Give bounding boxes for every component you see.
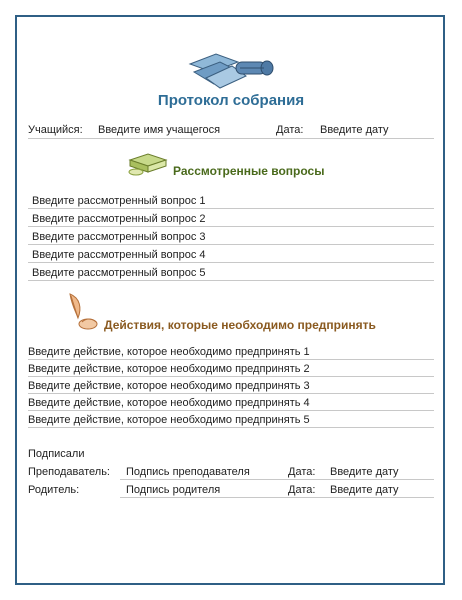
action-field-5[interactable]: Введите действие, которое необходимо предпринять 5 bbox=[28, 414, 310, 426]
issue-line-4 bbox=[28, 262, 434, 263]
action-field-4[interactable]: Введите действие, которое необходимо предпринять 4 bbox=[28, 397, 310, 409]
teacher-label: Преподаватель: bbox=[28, 466, 110, 478]
issue-line-5 bbox=[28, 280, 434, 281]
parent-date-label: Дата: bbox=[288, 484, 316, 496]
papers-clipart-icon bbox=[186, 50, 278, 90]
issue-field-4[interactable]: Введите рассмотренный вопрос 4 bbox=[32, 249, 206, 261]
issue-line-2 bbox=[28, 226, 434, 227]
teacher-date-label: Дата: bbox=[288, 466, 316, 478]
action-line-2 bbox=[28, 376, 434, 377]
action-line-1 bbox=[28, 359, 434, 360]
student-date-label: Дата: bbox=[276, 124, 304, 136]
issue-field-5[interactable]: Введите рассмотренный вопрос 5 bbox=[32, 267, 206, 279]
issues-heading: Рассмотренные вопросы bbox=[173, 164, 325, 178]
student-label: Учащийся: bbox=[28, 124, 83, 136]
issue-field-3[interactable]: Введите рассмотренный вопрос 3 bbox=[32, 231, 206, 243]
student-row-line bbox=[28, 138, 434, 139]
action-field-2[interactable]: Введите действие, которое необходимо предпринять 2 bbox=[28, 363, 310, 375]
student-date-field[interactable]: Введите дату bbox=[320, 124, 389, 136]
teacher-row-line bbox=[120, 479, 434, 480]
parent-label: Родитель: bbox=[28, 484, 80, 496]
action-line-4 bbox=[28, 410, 434, 411]
parent-date-field[interactable]: Введите дату bbox=[330, 484, 399, 496]
action-field-1[interactable]: Введите действие, которое необходимо предпринять 1 bbox=[28, 346, 310, 358]
action-line-5 bbox=[28, 427, 434, 428]
teacher-date-field[interactable]: Введите дату bbox=[330, 466, 399, 478]
action-line-3 bbox=[28, 393, 434, 394]
teacher-signature-field[interactable]: Подпись преподавателя bbox=[126, 466, 250, 478]
parent-row-line bbox=[120, 497, 434, 498]
issue-line-3 bbox=[28, 244, 434, 245]
signatures-heading: Подписали bbox=[28, 448, 85, 460]
parent-signature-field[interactable]: Подпись родителя bbox=[126, 484, 221, 496]
books-clipart-icon bbox=[126, 150, 170, 176]
issue-line-1 bbox=[28, 208, 434, 209]
issue-field-2[interactable]: Введите рассмотренный вопрос 2 bbox=[32, 213, 206, 225]
quill-pen-clipart-icon bbox=[64, 292, 104, 332]
issue-field-1[interactable]: Введите рассмотренный вопрос 1 bbox=[32, 195, 206, 207]
action-field-3[interactable]: Введите действие, которое необходимо предпринять 3 bbox=[28, 380, 310, 392]
actions-heading: Действия, которые необходимо предпринять bbox=[104, 318, 376, 332]
student-name-field[interactable]: Введите имя учащегося bbox=[98, 124, 221, 136]
page-title: Протокол собрания bbox=[157, 92, 305, 109]
